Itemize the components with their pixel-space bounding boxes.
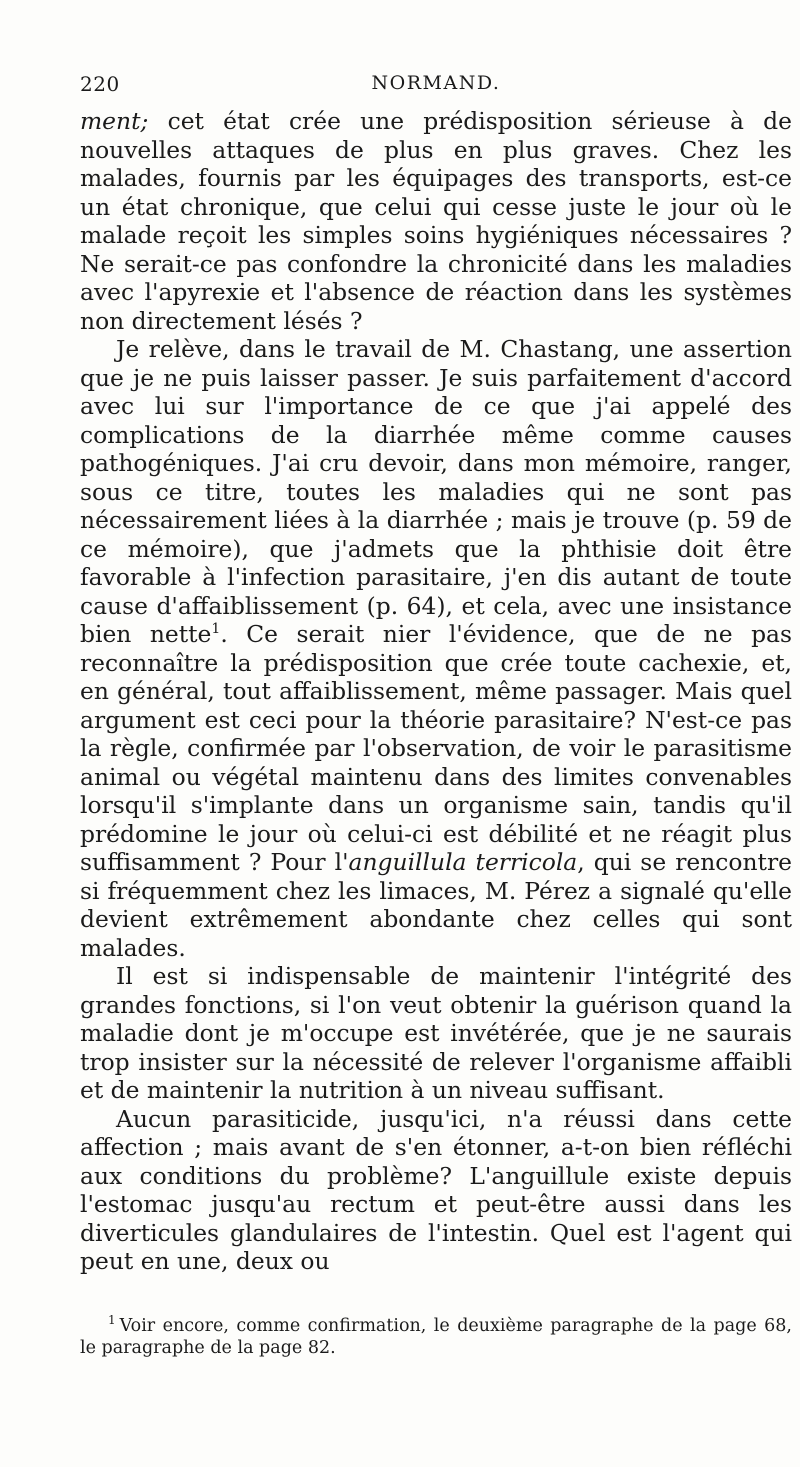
text-run: , qui se rencontre si fréquemment chez les limaces, M. Pérez a signalé qu'elle devient extrêmement abondante chez celles qui sont malades.: [80, 848, 792, 962]
body-text: [80, 107, 792, 1276]
italic-text: ment;: [80, 107, 149, 135]
paragraph: [80, 107, 792, 335]
footnote-text: Voir encore, comme confirmation, le deuxième paragraphe de la page 68, le paragraphe de la page 82.: [80, 1316, 792, 1358]
text-run: Je relève, dans le travail de M. Chastang, une assertion que je ne puis laisser passer. Je suis parfaitement d'accord avec lui sur l'importance de ce que j'ai appelé des complications de la diarrhée même comme causes pathogéniques. J'ai cru devoir, dans mon mémoire, ranger, sous ce titre, toutes les maladies qui ne sont pas nécessairement liées à la diarrhée ; mais je trouve (p. 59 de ce mémoire), que j'admets que la phthisie doit être favorable à l'infection parasitaire, j'en dis autant de toute cause d'affaiblissement (p. 64), et cela, avec une insistance bien nette: [80, 335, 792, 648]
footnote-marker: 1: [108, 1313, 116, 1328]
footnote: [80, 1315, 792, 1359]
paragraph: [80, 335, 792, 962]
footnotes: [80, 1315, 792, 1359]
paragraph: [80, 1105, 792, 1276]
italic-text: anguillula terricola: [348, 848, 578, 876]
paragraph: [80, 962, 792, 1105]
page-number: 220: [80, 72, 120, 96]
text-run: Il est si indispensable de maintenir l'intégrité des grandes fonctions, si l'on veut obtenir la guérison quand la maladie dont je m'occupe est invétérée, que je ne saurais trop insister sur la nécessité de relever l'organisme affaibli et de maintenir la nutrition à un niveau suffisant.: [80, 962, 792, 1104]
running-title: NORMAND.: [371, 72, 501, 94]
text-run: cet état crée une prédisposition sérieuse à de nouvelles attaques de plus en plus graves. Chez les malades, fournis par les équipages des transports, est-ce un état chronique, que celui qui cesse juste le jour où le malade reçoit les simples soins hygiéniques nécessaires ? Ne serait-ce pas confondre la chronicité dans les maladies avec l'apyrexie et l'absence de réaction dans les systèmes non directement lésés ?: [80, 107, 792, 335]
page-header: [80, 72, 792, 98]
footnote-reference: 1: [211, 621, 221, 638]
text-run: Aucun parasiticide, jusqu'ici, n'a réussi dans cette affection ; mais avant de s'en étonner, a-t-on bien réfléchi aux conditions du problème? L'anguillule existe depuis l'estomac jusqu'au rectum et peut-être aussi dans les diverticules glandulaires de l'intestin. Quel est l'agent qui peut en une, deux ou: [80, 1104, 792, 1275]
text-run: . Ce serait nier l'évidence, que de ne pas reconnaître la prédisposition que crée toute cachexie, et, en général, tout affaiblissement, même passager. Mais quel argument est ceci pour la théorie parasitaire? N'est-ce pas la règle, confirmée par l'observation, de voir le parasitisme animal ou végétal maintenu dans des limites convenables lorsqu'il s'implante dans un organisme sain, tandis qu'il prédomine le jour où celui-ci est débilité et ne réagit plus suffisamment ? Pour l': [80, 620, 792, 876]
